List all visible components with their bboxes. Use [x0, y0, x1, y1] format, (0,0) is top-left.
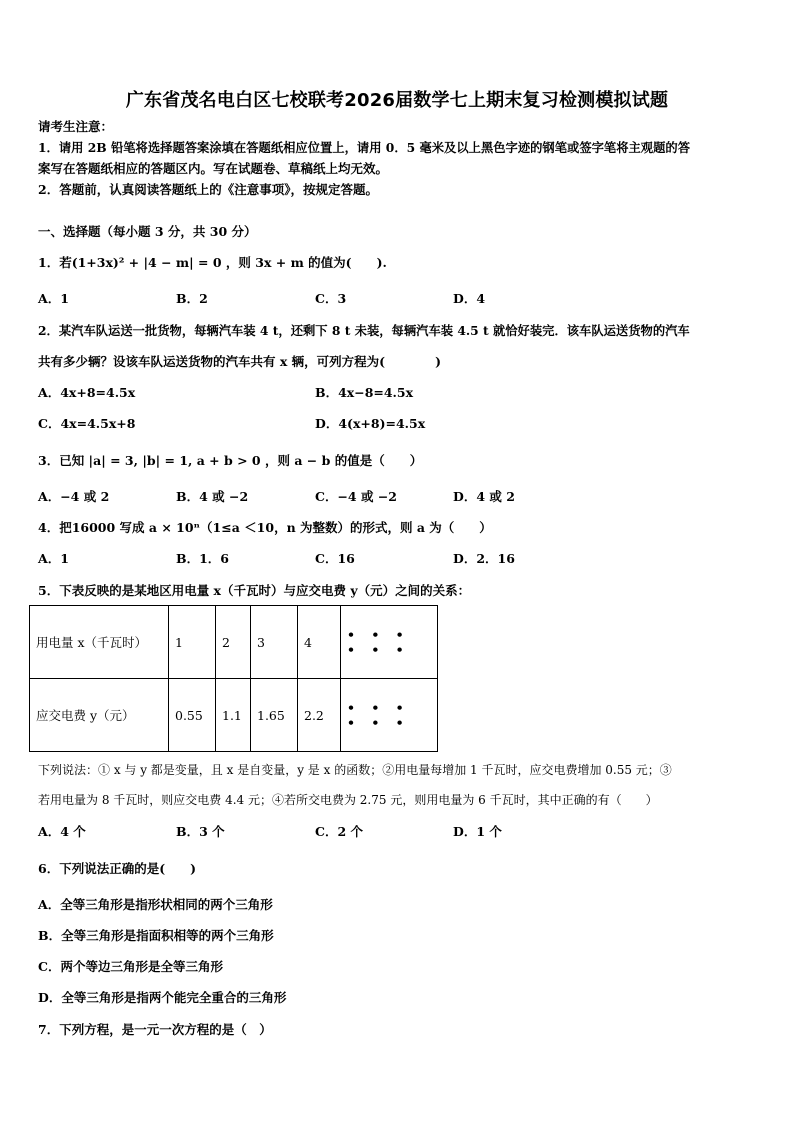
- question-1-option-d: D．4: [453, 291, 486, 306]
- question-2-line-1: 2．某汽车队运送一批货物，每辆汽车装 4 t，还剩下 8 t 未装，每辆汽车装 4.5 t 就恰好装完．该车队运送货物的汽车: [38, 323, 690, 338]
- question-4-option-b: B．1．6: [176, 551, 229, 566]
- question-5-option-c: C．2 个: [315, 824, 363, 839]
- question-5-line-1: 下列说法：① x 与 y 都是变量，且 x 是自变量，y 是 x 的函数；②用电量每增加 1 千瓦时，应交电费增加 0.55 元；③: [38, 763, 672, 777]
- question-5-option-a: A．4 个: [38, 824, 86, 839]
- question-5-stem: 5．下表反映的是某地区用电量 x（千瓦时）与应交电费 y（元）之间的关系：: [38, 583, 471, 598]
- question-1-option-a: A．1: [38, 291, 69, 306]
- question-3-option-c: C．−4 或 −2: [315, 489, 397, 504]
- question-6-stem: 6．下列说法正确的是( ): [38, 861, 197, 876]
- question-3-option-b: B．4 或 −2: [176, 489, 249, 504]
- question-3-option-a: A．−4 或 2: [38, 489, 110, 504]
- table-cell: 2: [216, 606, 251, 679]
- table-cell: 2.2: [298, 679, 341, 752]
- table-cell: • • • • • •: [341, 606, 438, 679]
- notice-line-1b: 案写在答题纸相应的答题区内。写在试题卷、草稿纸上均无效。: [38, 161, 389, 176]
- question-1-option-b: B．2: [176, 291, 208, 306]
- question-4-option-c: C．16: [315, 551, 355, 566]
- table-cell: 4: [298, 606, 341, 679]
- exam-title: 广东省茂名电白区七校联考2026届数学七上期末复习检测模拟试题: [125, 90, 669, 111]
- table-cell: 1.65: [251, 679, 298, 752]
- question-2-option-a: A．4x+8=4.5x: [38, 385, 136, 400]
- question-3-option-d: D．4 或 2: [453, 489, 515, 504]
- table-cell: 0.55: [169, 679, 216, 752]
- table-cell: • • • • • •: [341, 679, 438, 752]
- question-1-option-c: C．3: [315, 291, 347, 306]
- question-5-option-d: D．1 个: [453, 824, 502, 839]
- table-cell: 应交电费 y（元）: [30, 679, 169, 752]
- question-2-line-2: 共有多少辆？设该车队运送货物的汽车共有 x 辆，可列方程为( ): [38, 354, 441, 369]
- question-7-stem: 7．下列方程，是一元一次方程的是（ ）: [38, 1022, 272, 1037]
- section-heading: 一、选择题（每小题 3 分，共 30 分）: [38, 224, 257, 239]
- question-4-option-a: A．1: [38, 551, 69, 566]
- question-6-option-a: A．全等三角形是指形状相同的两个三角形: [38, 897, 273, 912]
- notice-line-2: 2．答题前，认真阅读答题纸上的《注意事项》，按规定答题。: [38, 182, 378, 197]
- question-3-stem: 3．已知 |a| = 3, |b| = 1, a + b > 0 ，则 a − b 的值是（ ）: [38, 453, 423, 468]
- table-cell: 1: [169, 606, 216, 679]
- table-row: [30, 606, 438, 679]
- electricity-table: [29, 605, 438, 752]
- question-4-stem: 4．把16000 写成 a × 10ⁿ（1≤a ＜10，n 为整数）的形式，则 a 为（ ）: [38, 520, 492, 535]
- table-cell: 3: [251, 606, 298, 679]
- question-6-option-b: B．全等三角形是指面积相等的两个三角形: [38, 928, 274, 943]
- notice-line-1a: 1．请用 2B 铅笔将选择题答案涂填在答题纸相应位置上，请用 0．5 毫米及以上黑色字迹的钢笔或签字笔将主观题的答: [38, 140, 690, 155]
- question-6-option-d: D．全等三角形是指两个能完全重合的三角形: [38, 990, 287, 1005]
- question-5-option-b: B．3 个: [176, 824, 225, 839]
- table-cell: 1.1: [216, 679, 251, 752]
- question-2-option-c: C．4x=4.5x+8: [38, 416, 136, 431]
- question-5-line-2: 若用电量为 8 千瓦时，则应交电费 4.4 元；④若所交电费为 2.75 元，则用电量为 6 千瓦时，其中正确的有（ ）: [38, 793, 658, 807]
- question-2-option-d: D．4(x+8)=4.5x: [315, 416, 426, 431]
- question-6-option-c: C．两个等边三角形是全等三角形: [38, 959, 223, 974]
- table-row: [30, 679, 438, 752]
- question-2-option-b: B．4x−8=4.5x: [315, 385, 414, 400]
- question-4-option-d: D．2．16: [453, 551, 515, 566]
- notice-heading: 请考生注意：: [38, 119, 114, 134]
- question-1-stem: 1．若(1+3x)² + |4 − m| = 0 ，则 3x + m 的值为( ).: [38, 255, 387, 270]
- table-cell: 用电量 x（千瓦时）: [30, 606, 169, 679]
